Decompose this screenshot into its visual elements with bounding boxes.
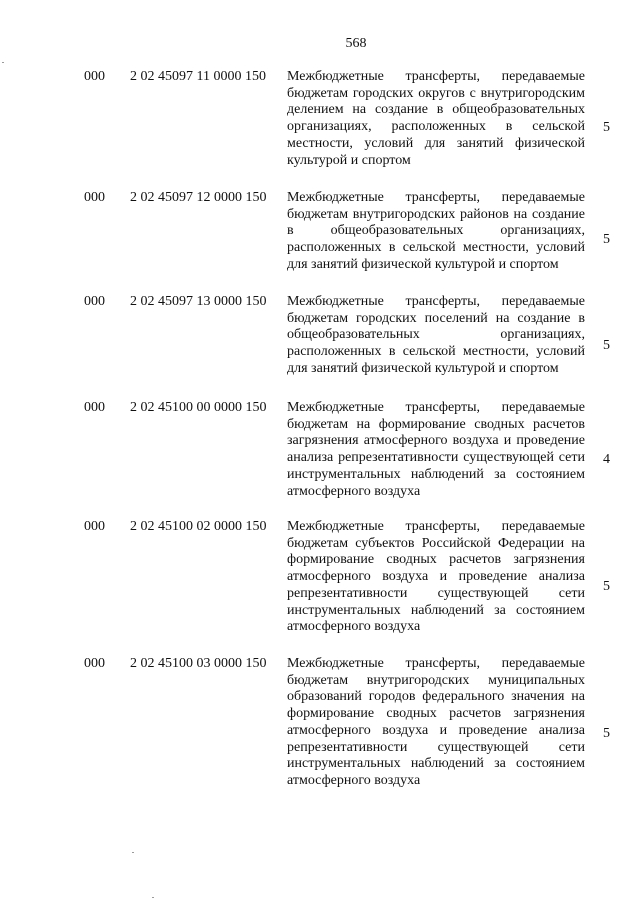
row-value: 4 — [603, 452, 610, 467]
scan-artifact — [132, 852, 134, 853]
budget-classification-code: 2 02 45097 11 0000 150 — [130, 69, 266, 84]
budget-classification-code: 2 02 45100 03 0000 150 — [130, 656, 267, 671]
budget-classification-code: 2 02 45097 12 0000 150 — [130, 190, 267, 205]
row-description: Межбюджетные трансферты, передаваемые бюджетам внутригородских муниципальных образований городов федерального значения на формирование сводных расчетов загрязнения атмосферного воздуха и проведение анализа репрезентативности существующей сети инструментальных наблюдений за состоянием атмосферного воздуха — [287, 656, 585, 788]
admin-code: 000 — [84, 190, 105, 205]
row-value: 5 — [603, 232, 610, 247]
scan-artifact — [2, 62, 4, 63]
admin-code: 000 — [84, 656, 105, 671]
budget-classification-code: 2 02 45100 00 0000 150 — [130, 400, 267, 415]
row-value: 5 — [603, 338, 610, 353]
row-value: 5 — [603, 120, 610, 135]
budget-classification-code: 2 02 45097 13 0000 150 — [130, 294, 267, 309]
row-description: Межбюджетные трансферты, передаваемые бюджетам городских поселений на создание в общеобразовательных организациях, расположенных в сельской местности, условий для занятий физической культурой и спортом — [287, 294, 585, 376]
admin-code: 000 — [84, 69, 105, 84]
admin-code: 000 — [84, 519, 105, 534]
row-value: 5 — [603, 579, 610, 594]
row-description: Межбюджетные трансферты, передаваемые бюджетам субъектов Российской Федерации на формирование сводных расчетов загрязнения атмосферного воздуха и проведение анализа репрезентативности существующей сети инструментальных наблюдений за состоянием атмосферного воздуха — [287, 519, 585, 635]
row-description: Межбюджетные трансферты, передаваемые бюджетам городских округов с внутригородским делением на создание в общеобразовательных организациях, расположенных в сельской местности, условий для занятий физической культурой и спортом — [287, 69, 585, 168]
page-number: 568 — [345, 36, 367, 51]
row-description: Межбюджетные трансферты, передаваемые бюджетам внутригородских районов на создание в общеобразовательных организациях, расположенных в сельской местности, условий для занятий физической культурой и спортом — [287, 190, 585, 272]
admin-code: 000 — [84, 400, 105, 415]
row-value: 5 — [603, 726, 610, 741]
scan-artifact — [152, 897, 154, 898]
row-description: Межбюджетные трансферты, передаваемые бюджетам на формирование сводных расчетов загрязнения атмосферного воздуха и проведение анализа репрезентативности существующей сети инструментальных наблюдений за состоянием атмосферного воздуха — [287, 400, 585, 499]
admin-code: 000 — [84, 294, 105, 309]
budget-classification-code: 2 02 45100 02 0000 150 — [130, 519, 267, 534]
